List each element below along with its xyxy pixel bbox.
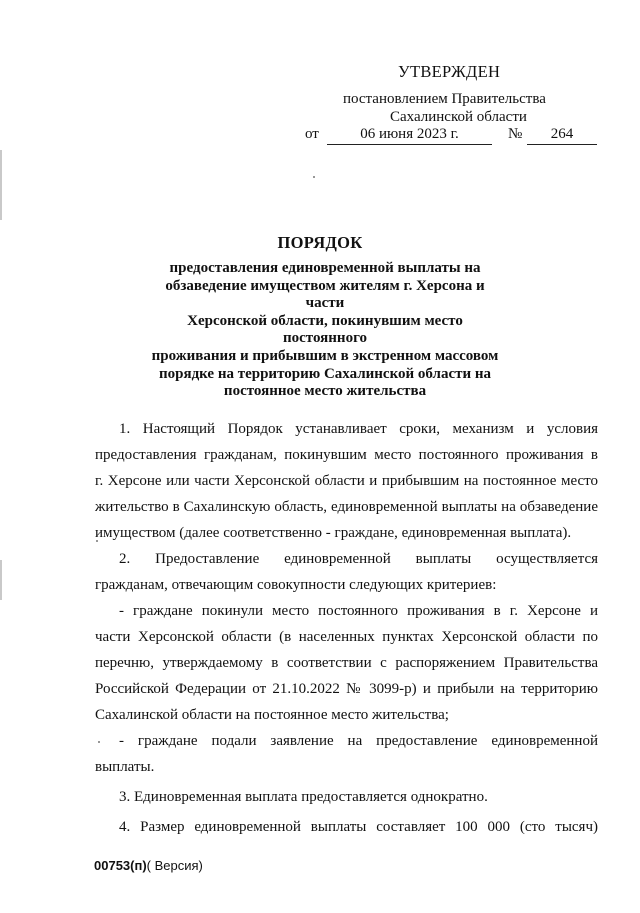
body-line-paragraph-3: 3. Единовременная выплата предоставляется однократно. bbox=[119, 789, 488, 805]
body-line: г. Херсоне или части Херсонской области и прибывшим на постоянное место bbox=[95, 473, 598, 489]
subtitle-line: предоставления единовременной выплаты на bbox=[169, 260, 481, 276]
body-line: Сахалинской области на постоянное место жительства; bbox=[95, 707, 449, 723]
body-line: Российской Федерации от 21.10.2022 № 3099-р) и прибыли на территорию bbox=[95, 681, 598, 697]
document-title: ПОРЯДОК bbox=[277, 233, 363, 252]
body-line: жительство в Сахалинскую область, единовременной выплаты на обзаведение bbox=[95, 499, 598, 515]
subtitle-line: постоянное место жительства bbox=[223, 383, 427, 400]
footer-version: ( Версия) bbox=[146, 858, 203, 873]
scan-margin-mark bbox=[0, 150, 2, 220]
scan-speck bbox=[313, 176, 315, 178]
body-line-paragraph-2: 2. Предоставление единовременной выплаты осуществляется bbox=[119, 551, 598, 567]
subtitle-line: Херсонской области, покинувшим место постоянного bbox=[187, 312, 463, 347]
body-line-criterion-1: - граждане покинули место постоянного проживания в г. Херсоне и bbox=[119, 603, 598, 619]
body-line-criterion-2: - граждане подали заявление на предоставление единовременной bbox=[119, 733, 598, 749]
approval-date: 06 июня 2023 г. bbox=[327, 126, 492, 145]
subtitle-line: обзаведение имуществом жителям г. Херсона и части bbox=[165, 277, 485, 312]
approval-title: УТВЕРЖДЕН bbox=[398, 62, 501, 81]
footer-code: 00753(п) bbox=[94, 858, 147, 873]
body-line: выплаты. bbox=[95, 759, 155, 775]
number-label: № bbox=[508, 126, 523, 142]
document-subtitle bbox=[150, 260, 500, 401]
date-from-label: от bbox=[305, 126, 319, 142]
body-line: перечню, утверждаемому в соответствии с распоряжением Правительства bbox=[95, 655, 598, 671]
body-line: части Херсонской области (в населенных пунктах Херсонской области по bbox=[95, 629, 598, 645]
footer-document-code bbox=[94, 858, 203, 873]
body-line-paragraph-4: 4. Размер единовременной выплаты составляет 100 000 (сто тысяч) bbox=[119, 819, 598, 835]
body-line: гражданам, отвечающим совокупности следующих критериев: bbox=[95, 577, 497, 593]
approval-line-2: Сахалинской области bbox=[390, 109, 527, 125]
subtitle-line: порядке на территорию Сахалинской области на bbox=[158, 365, 492, 382]
approval-number: 264 bbox=[527, 126, 597, 145]
subtitle-line: проживания и прибывшим в экстренном массовом bbox=[151, 347, 499, 364]
scan-margin-mark bbox=[0, 560, 2, 600]
body-line-paragraph-1: 1. Настоящий Порядок устанавливает сроки, механизм и условия bbox=[119, 421, 598, 437]
body-line: имуществом (далее соответственно - граждане, единовременная выплата). bbox=[95, 525, 572, 541]
body-line: предоставления гражданам, покинувшим место постоянного проживания в bbox=[95, 447, 598, 463]
approval-line-1: постановлением Правительства bbox=[343, 91, 546, 107]
